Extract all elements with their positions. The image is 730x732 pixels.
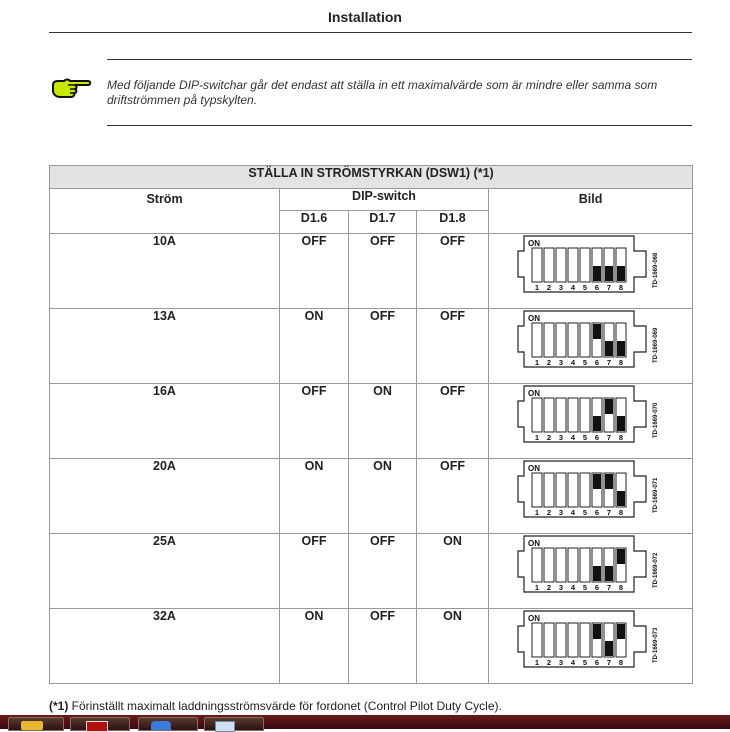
dip-number: 7 (606, 358, 611, 367)
dip-number: 4 (570, 283, 575, 292)
dip-number: 5 (582, 658, 587, 667)
dip-switch-5 (580, 323, 590, 357)
dip-switch-knob-8 (617, 491, 625, 506)
table-row (50, 459, 693, 534)
dip-number: 5 (582, 433, 587, 442)
col-header-d17: D1.7 (349, 211, 417, 234)
dip-number: 4 (570, 358, 575, 367)
dip-number: 1 (534, 433, 539, 442)
dip-switch-knob-6 (593, 266, 601, 281)
col-header-bild: Bild (489, 189, 693, 234)
dip-number: 4 (570, 433, 575, 442)
strom-cell: 16A (50, 384, 280, 459)
dip-switch-diagram (516, 459, 666, 519)
dip-number: 3 (558, 508, 563, 517)
dip-switch-4 (568, 323, 578, 357)
dip-number: 1 (534, 358, 539, 367)
col-header-dip-switch: DIP-switch (280, 189, 489, 211)
dip-switch-1 (532, 323, 542, 357)
dip-switch-1 (532, 248, 542, 282)
bild-cell (489, 384, 693, 459)
table-row (50, 309, 693, 384)
dip-number: 6 (594, 583, 599, 592)
dip-number: 1 (534, 283, 539, 292)
strom-cell: 10A (50, 234, 280, 309)
dip-number: 1 (534, 658, 539, 667)
dip-number: 1 (534, 508, 539, 517)
dip-number: 3 (558, 658, 563, 667)
dip-switch-2 (544, 398, 554, 432)
dip-number: 2 (546, 433, 551, 442)
dip-number: 4 (570, 508, 575, 517)
d17-cell: ON (349, 459, 417, 534)
dip-switch-3 (556, 248, 566, 282)
dip-number: 7 (606, 283, 611, 292)
dip-switch-1 (532, 473, 542, 507)
dip-switch-2 (544, 248, 554, 282)
dip-switch-4 (568, 248, 578, 282)
taskbar (0, 715, 730, 729)
d18-cell: ON (417, 609, 489, 684)
d16-cell: OFF (280, 534, 349, 609)
dip-switch-3 (556, 398, 566, 432)
bild-cell (489, 309, 693, 384)
dip-switch-knob-8 (617, 341, 625, 356)
dip-switch-knob-6 (593, 324, 601, 339)
figure-code: TD-1669-070 (652, 402, 659, 438)
d18-cell: OFF (417, 384, 489, 459)
d18-cell: OFF (417, 309, 489, 384)
d18-cell: OFF (417, 459, 489, 534)
dip-switch-knob-8 (617, 549, 625, 564)
dip-switch-knob-7 (605, 341, 613, 356)
strom-cell: 20A (50, 459, 280, 534)
dip-switch-5 (580, 248, 590, 282)
table-row (50, 534, 693, 609)
dip-number: 5 (582, 508, 587, 517)
dip-on-label: ON (527, 614, 540, 623)
dip-number: 4 (570, 583, 575, 592)
figure-code: TD-1669-072 (652, 552, 659, 588)
dip-switch-4 (568, 623, 578, 657)
table-title-row (50, 166, 693, 189)
dip-number: 5 (582, 583, 587, 592)
d16-cell: ON (280, 309, 349, 384)
dip-switch-diagram (516, 384, 666, 444)
dip-on-label: ON (527, 464, 540, 473)
bild-cell (489, 534, 693, 609)
dip-number: 8 (618, 508, 623, 517)
dip-number: 3 (558, 358, 563, 367)
dip-switch-2 (544, 473, 554, 507)
dip-number: 7 (606, 583, 611, 592)
dip-switch-2 (544, 623, 554, 657)
note-rule-bottom (107, 125, 692, 126)
dip-number: 6 (594, 508, 599, 517)
dip-number: 3 (558, 283, 563, 292)
dip-on-label: ON (527, 539, 540, 548)
dip-switch-diagram (516, 234, 666, 294)
dip-switch-1 (532, 398, 542, 432)
dip-switch-2 (544, 548, 554, 582)
dip-number: 6 (594, 358, 599, 367)
footnote-marker: (*1) (49, 699, 69, 713)
dip-switch-diagram (516, 609, 666, 669)
d16-cell: ON (280, 609, 349, 684)
page-header-title: Installation (328, 9, 402, 25)
dip-number: 2 (546, 508, 551, 517)
dip-switch-2 (544, 323, 554, 357)
dip-switch-knob-6 (593, 624, 601, 639)
dip-switch-4 (568, 473, 578, 507)
dip-number: 5 (582, 283, 587, 292)
d18-cell: OFF (417, 234, 489, 309)
note-text: Med följande DIP-switchar går det endast att ställa in ett maximalvärde som är mindre eller samma som driftströmmen på typskylten. (107, 78, 658, 107)
d16-cell: OFF (280, 384, 349, 459)
dip-switch-5 (580, 473, 590, 507)
col-header-strom: Ström (50, 189, 280, 234)
footnote-text: Förinställt maximalt laddningsströmsvärde för fordonet (Control Pilot Duty Cycle). (68, 699, 502, 713)
dip-on-label: ON (527, 239, 540, 248)
d16-cell: ON (280, 459, 349, 534)
d17-cell: OFF (349, 309, 417, 384)
table-row (50, 609, 693, 684)
dip-number: 3 (558, 583, 563, 592)
dip-switch-knob-8 (617, 416, 625, 431)
strom-cell: 13A (50, 309, 280, 384)
dip-number: 4 (570, 658, 575, 667)
dip-switch-3 (556, 623, 566, 657)
table-title: STÄLLA IN STRÖMSTYRKAN (DSW1) (*1) (50, 166, 693, 189)
dip-switch-1 (532, 548, 542, 582)
dip-switch-5 (580, 623, 590, 657)
bild-cell (489, 459, 693, 534)
dip-number: 7 (606, 658, 611, 667)
dip-switch-4 (568, 398, 578, 432)
dip-switch-knob-7 (605, 266, 613, 281)
dip-switch-knob-7 (605, 399, 613, 414)
dip-switch-5 (580, 548, 590, 582)
dip-switch-3 (556, 323, 566, 357)
dip-number: 5 (582, 358, 587, 367)
bild-cell (489, 609, 693, 684)
dip-switch-diagram (516, 534, 666, 594)
dip-switch-knob-8 (617, 624, 625, 639)
dip-on-label: ON (527, 389, 540, 398)
pointing-hand-icon (50, 76, 94, 100)
dip-switch-4 (568, 548, 578, 582)
note-rule-top (107, 59, 692, 60)
dip-number: 6 (594, 433, 599, 442)
strom-cell: 25A (50, 534, 280, 609)
bild-cell (489, 234, 693, 309)
dip-number: 8 (618, 583, 623, 592)
footnote (49, 699, 502, 713)
header-rule (49, 32, 692, 33)
dip-switch-1 (532, 623, 542, 657)
figure-code: TD-1669-073 (652, 627, 659, 663)
strom-cell: 32A (50, 609, 280, 684)
figure-code: TD-1669-071 (652, 477, 659, 513)
dip-switch-diagram (516, 309, 666, 369)
dip-switch-knob-7 (605, 566, 613, 581)
dip-switch-3 (556, 548, 566, 582)
table-row (50, 234, 693, 309)
dip-number: 6 (594, 283, 599, 292)
dip-number: 6 (594, 658, 599, 667)
dip-switch-5 (580, 398, 590, 432)
dip-number: 8 (618, 283, 623, 292)
dip-number: 8 (618, 433, 623, 442)
table-row (50, 384, 693, 459)
dip-number: 2 (546, 283, 551, 292)
col-header-d16: D1.6 (280, 211, 349, 234)
dip-number: 8 (618, 358, 623, 367)
d17-cell: OFF (349, 534, 417, 609)
dip-number: 2 (546, 358, 551, 367)
dip-switch-knob-7 (605, 474, 613, 489)
d17-cell: OFF (349, 234, 417, 309)
figure-code: TD-1669-068 (652, 252, 659, 288)
dip-number: 7 (606, 433, 611, 442)
d17-cell: OFF (349, 609, 417, 684)
table-header-row (50, 189, 693, 211)
dip-switch-knob-8 (617, 266, 625, 281)
figure-code: TD-1669-069 (652, 327, 659, 363)
dip-switch-3 (556, 473, 566, 507)
dip-number: 3 (558, 433, 563, 442)
dip-number: 1 (534, 583, 539, 592)
dip-on-label: ON (527, 314, 540, 323)
dip-number: 8 (618, 658, 623, 667)
current-settings-table (49, 165, 693, 684)
d17-cell: ON (349, 384, 417, 459)
d18-cell: ON (417, 534, 489, 609)
dip-switch-knob-6 (593, 474, 601, 489)
dip-number: 7 (606, 508, 611, 517)
dip-switch-knob-6 (593, 566, 601, 581)
dip-switch-knob-7 (605, 641, 613, 656)
dip-number: 2 (546, 658, 551, 667)
col-header-d18: D1.8 (417, 211, 489, 234)
dip-switch-knob-6 (593, 416, 601, 431)
dip-number: 2 (546, 583, 551, 592)
d16-cell: OFF (280, 234, 349, 309)
